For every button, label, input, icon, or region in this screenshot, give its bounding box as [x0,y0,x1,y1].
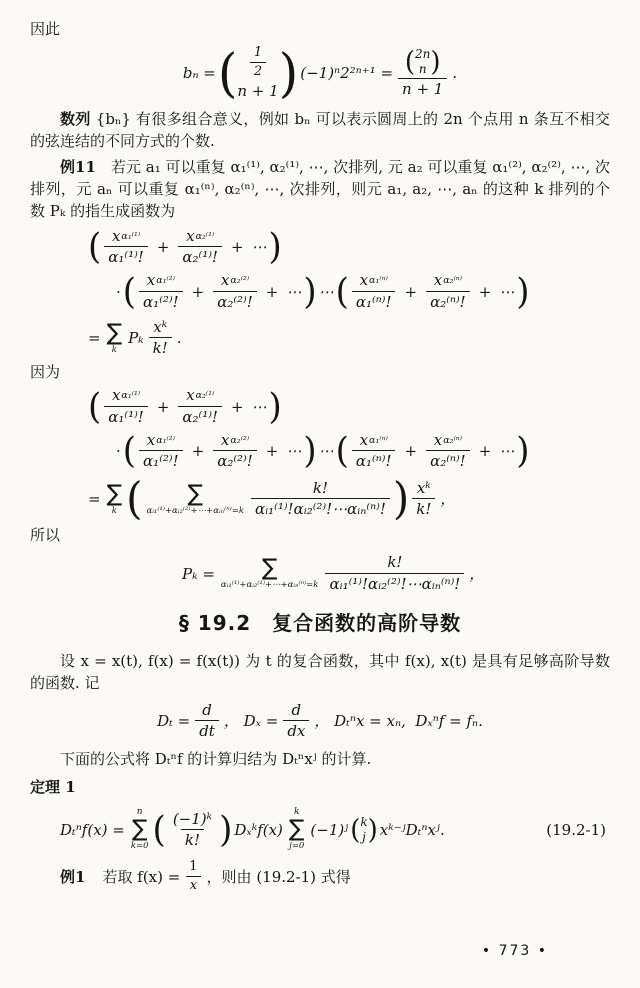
example-11-text: 若元 a₁ 可以重复 α₁⁽¹⁾, α₂⁽¹⁾, ⋯, 次排列, 元 a₂ 可以重复 α₁⁽²⁾, α₂⁽²⁾, ⋯, 次排列，元 aₙ 可以重复 α₁⁽ⁿ⁾, α₂⁽ⁿ⁾, ⋯, 次排列，则元 a₁, a₂, ⋯, aₙ 的这种 k 排列的个数 Pₖ 的指生成函数为 [30,157,611,220]
left-paren: ( [152,808,166,851]
left-paren: ( [404,46,416,79]
denominator: α₂⁽²⁾! [213,450,257,470]
right-paren: ) [516,430,530,473]
bold-lead: 数列 [60,109,91,128]
numerator [401,47,445,78]
denominator: α₁⁽ⁿ⁾! [352,291,396,311]
sum-constraint: αᵢ₁⁽¹⁾+αᵢ₂⁽¹⁾+⋯+αᵢₙ⁽ⁿ⁾=k [220,580,319,591]
denominator: 2 [250,62,266,80]
thm-lhs: Dₜⁿf(x) = [60,820,125,839]
plus-op: + [191,282,205,301]
formula-19-2-1 [30,808,610,851]
plus-op: + [478,282,492,301]
ddx-fraction [283,702,309,741]
notation-defs: ， Dₜⁿx = xₙ, Dₓⁿf = fₙ. [314,712,483,731]
left-paren: ( [88,226,102,269]
denominator: k! [181,829,204,849]
cdots: ⋯ [251,238,267,257]
gf-b-line-3 [30,473,610,525]
denominator: α₂⁽ⁿ⁾! [426,450,470,470]
math-fraction [149,319,172,358]
sigma-icon: ∑ [261,555,278,582]
math-fraction: x α₂⁽¹⁾ α₂⁽¹⁾! [178,228,222,267]
sum-lower-limit: k [111,505,117,516]
x-token: x [359,271,369,290]
section-heading [30,609,610,638]
math-fraction [412,480,435,519]
sign-term: (−1)ʲ [310,820,349,839]
right-paren: ) [303,430,317,473]
right-paren: ) [392,473,410,525]
sum-j-0-k [289,808,305,851]
right-paren: ) [430,46,441,79]
bn-middle: (−1)ⁿ2²ⁿ⁺¹ = [300,63,394,82]
cdots: ⋯ [251,397,267,416]
numerator: k! [387,553,403,572]
denominator: αᵢ₁⁽¹⁾!αᵢ₂⁽²⁾!⋯αᵢₙ⁽ⁿ⁾! [325,573,464,593]
period: . [452,63,458,82]
left-paren: ( [217,42,238,104]
cdot-op: · [116,442,121,461]
left-paren: ( [350,814,361,846]
plus-op: + [478,442,492,461]
denominator: k! [412,498,435,518]
comma: ， [469,564,485,583]
multinomial-fraction [325,554,464,593]
pk-lhs: Pₖ = [182,564,215,583]
equals: = [88,490,101,509]
sum-lower-limit: k=0 [130,841,149,852]
lead-word-because: 因为 [30,363,61,382]
sum-upper-limit: n [136,807,143,818]
right-paren: ) [303,270,317,313]
tail-term: xᵏ⁻ʲDₜⁿxʲ. [379,820,445,839]
sign-fraction [169,811,216,850]
binomial-lower: j [362,829,366,844]
math-fraction: x α₁⁽¹⁾ α₁⁽¹⁾! [104,387,148,426]
cdots: ⋯ [499,442,515,461]
math-fraction: x α₂⁽¹⁾ α₂⁽¹⁾! [178,387,222,426]
gf-b-line-2 [30,432,610,471]
pk-token: Pₖ [128,329,144,348]
math-fraction: x α₂⁽²⁾ α₂⁽²⁾! [213,272,257,311]
sum-constrained [221,557,319,590]
plus-op: + [404,442,418,461]
equation-number: (19.2-1) [546,820,606,839]
paragraph-sequence-meaning [30,108,610,152]
x-token: x [359,430,369,449]
right-paren: ) [516,270,530,313]
example-1-pre: 若取 f(x) = [87,867,181,886]
fraction-one-half [250,46,266,80]
sum-k-0-n [131,808,149,851]
denominator: α₁⁽²⁾! [139,291,183,311]
comma: ， [440,490,456,509]
math-fraction: x α₂⁽ⁿ⁾ α₂⁽ⁿ⁾! [426,432,470,471]
left-paren: ( [122,430,137,473]
plus-op: + [156,397,170,416]
sigma-icon: ∑ [131,816,148,843]
sum-lower-limit: k [111,344,117,355]
paragraph-setup: 设 x = x(t), f(x) = f(x(t)) 为 t 的复合函数，其中 f(x), x(t) 是具有足够高阶导数的函数. 记 [30,651,610,692]
fraction-one-over-x [185,860,201,894]
binomial-upper: 2n [415,47,431,62]
example-11-label: 例11 [60,157,96,176]
x-token: x [220,430,230,449]
cdot-op: · [116,282,121,301]
numerator: xᵏ [153,317,168,336]
ddt-fraction [195,702,219,741]
plus-op: + [265,442,279,461]
paragraph-example-11 [30,156,610,222]
numerator: xᵏ [416,479,431,498]
numerator: k! [312,479,328,498]
right-paren: ) [219,808,233,851]
gf-b-line-1 [30,387,610,426]
numerator: 1 [253,45,263,60]
plus-op: + [404,282,418,301]
section-number: § 19.2 [178,610,252,635]
denominator: α₂⁽ⁿ⁾! [426,291,470,311]
left-paren: ( [122,270,137,313]
binomial-k-j [360,815,367,845]
example-1-post: ，则由 (19.2-1) 式得 [206,867,351,886]
multinomial-fraction [251,480,390,519]
lead-word-therefore: 因此 [30,20,61,38]
denominator: α₁⁽¹⁾! [104,406,148,426]
gf-a-line-2 [30,272,610,311]
math-fraction: x α₁⁽²⁾ α₁⁽²⁾! [139,432,183,471]
denominator: k! [149,337,172,357]
x-token: x [146,271,156,290]
paragraph-follow: 下面的公式将 Dₜⁿf 的计算归结为 Dₜⁿxʲ 的计算. [60,750,372,769]
lead-word-so: 所以 [30,526,61,545]
cdots: ⋯ [286,282,302,301]
numerator: d [202,700,212,719]
left-paren: ( [335,270,349,313]
denominator: n + 1 [398,78,447,98]
dx-def: ， Dₓ = [223,712,279,731]
bn-lhs: bₙ = [182,63,216,82]
right-paren: ) [268,385,282,428]
numerator: 1 [189,858,198,874]
sigma-icon: ∑ [187,480,203,507]
sum-over-k [106,319,123,355]
plus-op: + [230,238,244,257]
formula-operators [30,702,610,741]
denominator: dx [283,720,309,740]
cdots: ⋯ [318,282,334,301]
binomial-lower: n + 1 [237,81,279,100]
dt-def: Dₜ = [157,712,191,731]
right-paren: ) [278,42,299,104]
plus-op: + [265,282,279,301]
numerator: (−1)ᵏ [172,809,213,828]
sum-constrained [146,480,245,516]
paragraph-text: {bₙ} 有很多组合意义，例如 bₙ 可以表示圆周上的 2n 个点用 n 条互不相交的弦连结的不同方式的个数. [30,109,610,150]
math-fraction: x α₁⁽²⁾ α₁⁽²⁾! [139,272,183,311]
math-fraction: x α₁⁽ⁿ⁾ α₁⁽ⁿ⁾! [352,432,396,471]
plus-op: + [156,238,170,257]
denominator: dt [195,720,219,740]
theorem-label: 定理 1 [30,778,76,797]
x-token: x [146,430,156,449]
formula-pk [30,554,610,593]
x-token: x [433,271,443,290]
denominator: α₂⁽¹⁾! [178,406,222,426]
example-1-label: 例1 [60,867,86,886]
sum-over-k [106,480,123,516]
plus-op: + [191,442,205,461]
sum-upper-limit: k [293,807,300,818]
sum-lower-limit: j=0 [289,841,305,852]
paragraph-example-1 [30,860,610,894]
dxk-term: Dₓᵏf(x) [234,820,283,839]
catalan-fraction [398,47,447,98]
left-paren: ( [126,473,143,525]
x-token: x [111,386,121,405]
cdots: ⋯ [286,442,302,461]
denominator: α₁⁽ⁿ⁾! [352,450,396,470]
cdots: ⋯ [318,442,334,461]
binomial-half-stack [237,46,278,100]
binomial-lower: n [418,62,427,77]
denominator: α₂⁽²⁾! [213,291,257,311]
left-paren: ( [335,430,349,473]
period: . [176,329,182,348]
binomial-2n-n [415,47,430,77]
section-title: 复合函数的高阶导数 [272,610,462,635]
equals: = [88,329,101,348]
math-fraction: x α₁⁽¹⁾ α₁⁽¹⁾! [104,228,148,267]
denominator: x [186,876,201,894]
math-fraction: x α₁⁽ⁿ⁾ α₁⁽ⁿ⁾! [352,272,396,311]
x-token: x [220,271,230,290]
left-paren: ( [88,385,102,428]
numerator: d [291,700,302,719]
sigma-icon: ∑ [106,480,123,507]
gf-a-line-1 [30,228,610,267]
cdots: ⋯ [499,282,515,301]
math-fraction: x α₂⁽²⁾ α₂⁽²⁾! [213,432,257,471]
sum-constraint: αᵢ₁⁽¹⁾+αᵢ₂⁽²⁾+⋯+αᵢₙ⁽ⁿ⁾=k [146,505,245,516]
x-token: x [111,226,121,245]
page-number: • 773 • [481,943,548,959]
denominator: α₁⁽²⁾! [139,450,183,470]
right-paren: ) [367,814,378,846]
x-token: x [433,430,443,449]
sigma-icon: ∑ [106,319,123,346]
sigma-icon: ∑ [288,816,305,843]
formula-bn [30,42,610,104]
math-fraction: x α₂⁽ⁿ⁾ α₂⁽ⁿ⁾! [426,272,470,311]
plus-op: + [230,397,244,416]
gf-a-line-3 [30,319,610,358]
x-token: x [186,226,195,245]
denominator: α₂⁽¹⁾! [178,246,222,266]
binomial-upper: k [360,814,368,829]
denominator: αᵢ₁⁽¹⁾!αᵢ₂⁽²⁾!⋯αᵢₙ⁽ⁿ⁾! [251,498,390,518]
x-token: x [186,386,195,405]
right-paren: ) [268,226,282,269]
denominator: α₁⁽¹⁾! [104,246,148,266]
